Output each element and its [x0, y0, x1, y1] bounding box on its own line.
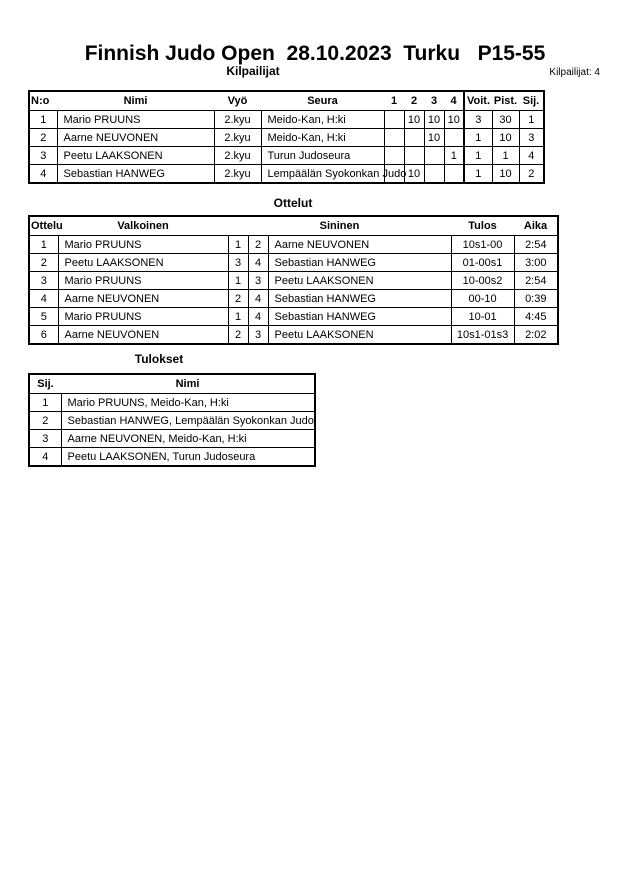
cell-result: 01-00s1 — [451, 254, 514, 272]
result-row — [29, 430, 315, 448]
cell-score-2: 10 — [404, 111, 424, 129]
cell-wins: 3 — [464, 111, 492, 129]
col-header-1: 1 — [384, 91, 404, 111]
cell-white-name: Mario PRUUNS — [58, 308, 228, 326]
col-header-white: Valkoinen — [58, 216, 228, 236]
cell-match-no: 5 — [29, 308, 58, 326]
match-row — [29, 254, 558, 272]
results-header-row — [29, 374, 315, 394]
competitors-table — [28, 90, 545, 184]
cell-score-4: 10 — [444, 111, 464, 129]
col-header-result: Tulos — [451, 216, 514, 236]
col-header-belt: Vyö — [214, 91, 261, 111]
matches-header-row — [29, 216, 558, 236]
cell-score-2 — [404, 129, 424, 147]
cell-result-name: Sebastian HANWEG, Lempäälän Syokonkan Judo — [61, 412, 315, 430]
cell-club: Meido-Kan, H:ki — [261, 111, 384, 129]
cell-place: 2 — [519, 165, 544, 184]
competitor-row — [29, 129, 544, 147]
matches-table — [28, 215, 559, 345]
col-header-no: N:o — [29, 91, 57, 111]
cell-score-4 — [444, 129, 464, 147]
cell-score-3: 10 — [424, 111, 444, 129]
col-header-place: Sij. — [29, 374, 61, 394]
cell-result-name: Mario PRUUNS, Meido-Kan, H:ki — [61, 394, 315, 412]
cell-white-name: Aarne NEUVONEN — [58, 326, 228, 345]
cell-score-2 — [404, 147, 424, 165]
matches-heading: Ottelut — [273, 196, 313, 210]
cell-result: 10-01 — [451, 308, 514, 326]
col-header-4: 4 — [444, 91, 464, 111]
cell-no: 1 — [29, 111, 57, 129]
cell-place: 4 — [29, 448, 61, 467]
cell-place: 3 — [519, 129, 544, 147]
col-header-name: Nimi — [57, 91, 214, 111]
match-row — [29, 236, 558, 254]
cell-time: 2:02 — [514, 326, 558, 345]
cell-white-no: 1 — [228, 272, 248, 290]
match-row — [29, 290, 558, 308]
cell-belt: 2.kyu — [214, 129, 261, 147]
cell-white-no: 2 — [228, 326, 248, 345]
col-header-2: 2 — [404, 91, 424, 111]
result-row — [29, 394, 315, 412]
cell-name: Peetu LAAKSONEN — [57, 147, 214, 165]
col-header-blue: Sininen — [228, 216, 451, 236]
competitors-header-row — [29, 91, 544, 111]
page-title: Finnish Judo Open 28.10.2023 Turku P15-55 — [84, 42, 546, 65]
cell-belt: 2.kyu — [214, 165, 261, 184]
cell-place: 2 — [29, 412, 61, 430]
col-header-wins: Voit. — [464, 91, 492, 111]
cell-name: Sebastian HANWEG — [57, 165, 214, 184]
cell-score-4 — [444, 165, 464, 184]
cell-points: 30 — [492, 111, 519, 129]
results-table — [28, 373, 316, 467]
col-header-points: Pist. — [492, 91, 519, 111]
col-header-place: Sij. — [519, 91, 544, 111]
cell-white-name: Mario PRUUNS — [58, 236, 228, 254]
cell-result: 10s1-00 — [451, 236, 514, 254]
cell-club: Meido-Kan, H:ki — [261, 129, 384, 147]
cell-white-name: Peetu LAAKSONEN — [58, 254, 228, 272]
cell-time: 3:00 — [514, 254, 558, 272]
cell-score-3 — [424, 165, 444, 184]
cell-points: 10 — [492, 165, 519, 184]
cell-time: 2:54 — [514, 272, 558, 290]
cell-place: 1 — [519, 111, 544, 129]
cell-blue-name: Sebastian HANWEG — [268, 290, 451, 308]
cell-belt: 2.kyu — [214, 147, 261, 165]
cell-score-1 — [384, 111, 404, 129]
match-row — [29, 272, 558, 290]
cell-no: 2 — [29, 129, 57, 147]
cell-club: Turun Judoseura — [261, 147, 384, 165]
cell-white-no: 1 — [228, 308, 248, 326]
cell-points: 1 — [492, 147, 519, 165]
match-row — [29, 326, 558, 345]
cell-result: 10s1-01s3 — [451, 326, 514, 345]
col-header-name: Nimi — [61, 374, 315, 394]
cell-blue-no: 3 — [248, 272, 268, 290]
competitors-heading: Kilpailijat — [226, 64, 280, 78]
cell-score-1 — [384, 147, 404, 165]
cell-result-name: Aarne NEUVONEN, Meido-Kan, H:ki — [61, 430, 315, 448]
cell-time: 2:54 — [514, 236, 558, 254]
cell-white-no: 2 — [228, 290, 248, 308]
cell-white-no: 1 — [228, 236, 248, 254]
cell-place: 4 — [519, 147, 544, 165]
cell-time: 4:45 — [514, 308, 558, 326]
cell-blue-name: Peetu LAAKSONEN — [268, 326, 451, 345]
cell-white-name: Aarne NEUVONEN — [58, 290, 228, 308]
cell-wins: 1 — [464, 147, 492, 165]
cell-white-no: 3 — [228, 254, 248, 272]
cell-match-no: 6 — [29, 326, 58, 345]
cell-wins: 1 — [464, 129, 492, 147]
results-heading: Tulokset — [134, 352, 184, 366]
cell-match-no: 2 — [29, 254, 58, 272]
cell-blue-no: 2 — [248, 236, 268, 254]
col-header-club: Seura — [261, 91, 384, 111]
cell-blue-no: 4 — [248, 254, 268, 272]
cell-match-no: 1 — [29, 236, 58, 254]
col-header-time: Aika — [514, 216, 558, 236]
cell-wins: 1 — [464, 165, 492, 184]
cell-blue-name: Sebastian HANWEG — [268, 308, 451, 326]
cell-score-3: 10 — [424, 129, 444, 147]
cell-white-name: Mario PRUUNS — [58, 272, 228, 290]
result-row — [29, 448, 315, 467]
cell-blue-no: 4 — [248, 308, 268, 326]
cell-time: 0:39 — [514, 290, 558, 308]
cell-blue-no: 3 — [248, 326, 268, 345]
cell-result: 10-00s2 — [451, 272, 514, 290]
competitor-row — [29, 111, 544, 129]
cell-match-no: 4 — [29, 290, 58, 308]
cell-club: Lempäälän Syokonkan Judo — [261, 165, 384, 184]
match-row — [29, 308, 558, 326]
cell-score-4: 1 — [444, 147, 464, 165]
cell-place: 1 — [29, 394, 61, 412]
cell-score-2: 10 — [404, 165, 424, 184]
cell-name: Mario PRUUNS — [57, 111, 214, 129]
cell-match-no: 3 — [29, 272, 58, 290]
cell-blue-name: Peetu LAAKSONEN — [268, 272, 451, 290]
result-row — [29, 412, 315, 430]
cell-score-1 — [384, 129, 404, 147]
competitor-row — [29, 165, 544, 184]
competitor-row — [29, 147, 544, 165]
cell-belt: 2.kyu — [214, 111, 261, 129]
cell-blue-name: Aarne NEUVONEN — [268, 236, 451, 254]
col-header-3: 3 — [424, 91, 444, 111]
cell-points: 10 — [492, 129, 519, 147]
cell-blue-name: Sebastian HANWEG — [268, 254, 451, 272]
cell-blue-no: 4 — [248, 290, 268, 308]
cell-name: Aarne NEUVONEN — [57, 129, 214, 147]
cell-score-3 — [424, 147, 444, 165]
cell-result: 00-10 — [451, 290, 514, 308]
cell-place: 3 — [29, 430, 61, 448]
cell-no: 4 — [29, 165, 57, 184]
col-header-match-no: Ottelu — [29, 216, 58, 236]
cell-no: 3 — [29, 147, 57, 165]
competitors-count-label: Kilpailijat: 4 — [549, 67, 600, 78]
cell-result-name: Peetu LAAKSONEN, Turun Judoseura — [61, 448, 315, 467]
